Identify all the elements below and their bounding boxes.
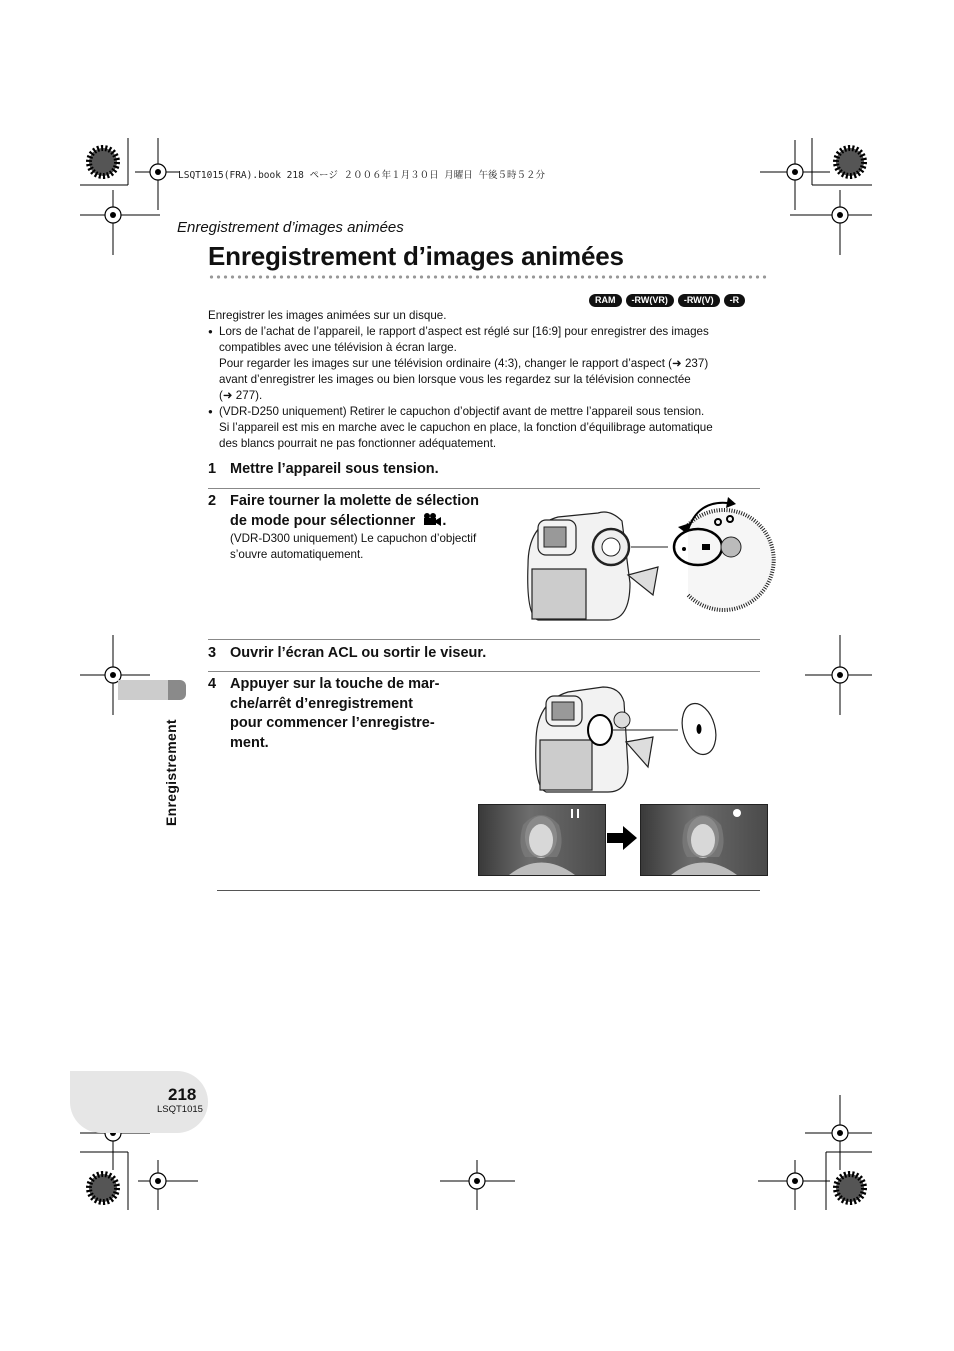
step-3 xyxy=(208,644,608,664)
disc-badge: -RW(V) xyxy=(678,294,720,307)
divider xyxy=(208,671,760,672)
screen-recording xyxy=(640,804,768,876)
step-text: pour commencer l’enregistre- xyxy=(230,715,435,731)
intro-block xyxy=(208,308,778,452)
note-line: Pour regarder les images sur une télévision ordinaire (4:3), changer le rapport d’aspect (➜ 237) xyxy=(219,357,709,370)
screen-before-recording xyxy=(478,804,606,876)
side-tab-label: Enregistrement xyxy=(163,719,179,826)
doc-code: LSQT1015 xyxy=(157,1104,203,1115)
step-text: Appuyer sur la touche de mar- xyxy=(230,676,440,692)
side-tab-marker xyxy=(168,680,186,700)
note-line: avant d’enregistrer les images ou bien lorsque vous les regardez sur la télévision connectée xyxy=(219,373,691,386)
step-number: 4 xyxy=(208,676,217,692)
step-number: 1 xyxy=(208,461,217,477)
step-text: Mettre l’appareil sous tension. xyxy=(230,461,439,477)
step-1 xyxy=(208,460,508,480)
disc-badges xyxy=(589,294,745,307)
pause-icon xyxy=(571,809,579,818)
page-number: 218 xyxy=(168,1085,197,1104)
step-4 xyxy=(208,675,488,753)
note-line: compatibles avec une télévision à écran large. xyxy=(219,341,457,354)
step-number: 2 xyxy=(208,493,217,509)
step-text: che/arrêt d’enregistrement xyxy=(230,695,413,712)
disc-badge: -RW(VR) xyxy=(626,294,674,307)
step-text: ment. xyxy=(230,734,269,751)
step-text: Ouvrir l’écran ACL ou sortir le viseur. xyxy=(230,645,487,661)
note-line: ● Lors de l’achat de l’appareil, le rapport d’aspect est réglé sur [16:9] pour enregistrer des images xyxy=(219,325,709,338)
camera-mode-dial-illustration xyxy=(518,495,768,625)
step-2 xyxy=(208,492,518,563)
divider xyxy=(208,639,760,640)
title-dotted-rule xyxy=(208,275,768,279)
divider xyxy=(208,488,760,489)
disc-badge: -R xyxy=(724,294,746,307)
portrait-photo xyxy=(641,805,767,875)
page-title: Enregistrement d’images animées xyxy=(208,241,624,271)
record-dot-icon xyxy=(733,809,741,817)
divider xyxy=(217,890,760,891)
movie-camera-icon xyxy=(422,512,442,527)
disc-badge: RAM xyxy=(589,294,622,307)
note-line: des blancs pourrait ne pas fonctionner adéquatement. xyxy=(219,437,497,450)
note-bullet xyxy=(208,324,778,404)
step-note: (VDR-D300 uniquement) Le capuchon d’objectif xyxy=(230,532,477,545)
intro-text: Enregistrer les images animées sur un disque. xyxy=(208,309,447,322)
print-header: LSQT1015(FRA).book 218 ページ ２００６年１月３０日 月曜日 午後５時５２分 xyxy=(178,170,546,181)
step-text: de mode pour sélectionner . xyxy=(230,512,447,529)
note-line: ● (VDR-D250 uniquement) Retirer le capuchon d’objectif avant de mettre l’appareil sous tension. xyxy=(219,405,705,418)
arrow-right-icon xyxy=(607,826,637,850)
note-line: (➜ 277). xyxy=(219,389,263,402)
portrait-photo xyxy=(479,805,605,875)
step-note: s’ouvre automatiquement. xyxy=(230,548,364,561)
side-tab xyxy=(118,680,168,700)
step-number: 3 xyxy=(208,645,217,661)
running-head: Enregistrement d’images animées xyxy=(177,219,404,236)
note-line: Si l’appareil est mis en marche avec le capuchon en place, la fonction d’équilibrage automatique xyxy=(219,421,713,434)
camera-record-button-illustration xyxy=(528,682,728,797)
note-bullet xyxy=(208,404,778,452)
step-text: Faire tourner la molette de sélection xyxy=(230,493,479,509)
